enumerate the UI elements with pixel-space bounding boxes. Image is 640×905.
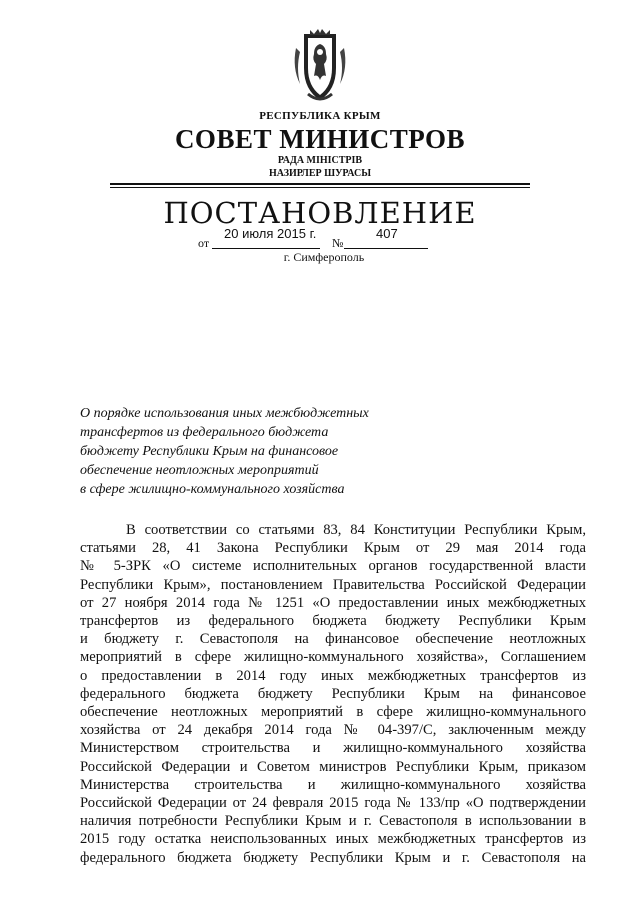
title-line: бюджету Республики Крым на финансовое xyxy=(80,444,339,459)
council-name-ukrainian: РАДА МІНІСТРІВ xyxy=(277,155,363,166)
document-number: 407 xyxy=(376,226,398,241)
body-line: Министерства строительства и жилищно-коммунального хозяйства xyxy=(80,776,586,793)
body-line: от 27 ноября 2014 года № 1251 «О предоставлении иных межбюджетных xyxy=(80,594,586,611)
body-line: Российской Федерации и Советом министров Республики Крым, приказом xyxy=(80,758,586,775)
council-name: СОВЕТ МИНИСТРОВ xyxy=(174,124,466,154)
body-line: обеспечение неотложных мероприятий в сфере жилищно-коммунального xyxy=(80,704,586,721)
title-line: О порядке использования иных межбюджетных xyxy=(80,406,369,421)
body-line: № 5-ЗРК «О системе исполнительных органов государственной власти xyxy=(80,558,586,575)
header-divider-thin xyxy=(110,187,530,188)
number-prefix: № xyxy=(332,236,344,250)
body-line: наличия потребности Республики Крым и г. Севастополя в использовании в xyxy=(80,813,586,830)
date-number-line xyxy=(198,224,438,252)
title-line: обеспечение неотложных мероприятий xyxy=(80,463,319,478)
body-line: В соответствии со статьями 83, 84 Конституции Республики Крым, xyxy=(126,522,586,538)
header-divider-thick xyxy=(110,183,530,185)
document-title xyxy=(80,404,420,499)
republic-name: РЕСПУБЛИКА КРЫМ xyxy=(259,110,381,122)
body-line: 2015 году остатка неиспользованных иных межбюджетных трансфертов из xyxy=(80,831,586,848)
title-line: в сфере жилищно-коммунального хозяйства xyxy=(80,482,345,497)
body-line: и бюджету г. Севастополя на финансовое обеспечение неотложных xyxy=(80,631,586,648)
body-line: федерального бюджета бюджету Республики Крым на финансовое xyxy=(80,685,586,702)
body-line: Министерством строительства и жилищно-коммунального хозяйства xyxy=(80,740,586,757)
number-underline xyxy=(344,248,428,249)
body-line: мероприятий в сфере жилищно-коммунального хозяйства», Соглашением xyxy=(80,649,586,666)
title-line: трансфертов из федерального бюджета xyxy=(80,425,329,440)
body-line: Российской Федерации от 24 февраля 2015 года № 133/пр «О подтверждении xyxy=(80,795,586,812)
body-line: федерального бюджета бюджету Республики Крым и г. Севастополя на xyxy=(80,849,586,866)
crimea-coat-of-arms-icon xyxy=(290,28,350,104)
body-line: статьями 28, 41 Закона Республики Крым от 29 мая 2014 года xyxy=(80,540,586,557)
body-line: Республики Крым», постановлением Правительства Российской Федерации xyxy=(80,576,586,593)
body-line: о предоставлении в 2014 году иных межбюджетных трансфертов из xyxy=(80,667,586,684)
date-prefix: от xyxy=(198,236,210,250)
date-underline xyxy=(212,248,320,249)
document-type: ПОСТАНОВЛЕНИЕ xyxy=(163,196,477,230)
document-body xyxy=(80,521,586,867)
document-city: г. Симферополь xyxy=(283,250,365,264)
council-name-tatar: НАЗИРЛЕР ШУРАСЫ xyxy=(268,168,372,179)
document-date: 20 июля 2015 г. xyxy=(224,226,317,241)
body-line: хозяйства от 24 декабря 2014 года № 04-397/С, заключенным между xyxy=(80,722,586,739)
body-line: трансфертов из федерального бюджета бюджету Республики Крым xyxy=(80,613,586,630)
